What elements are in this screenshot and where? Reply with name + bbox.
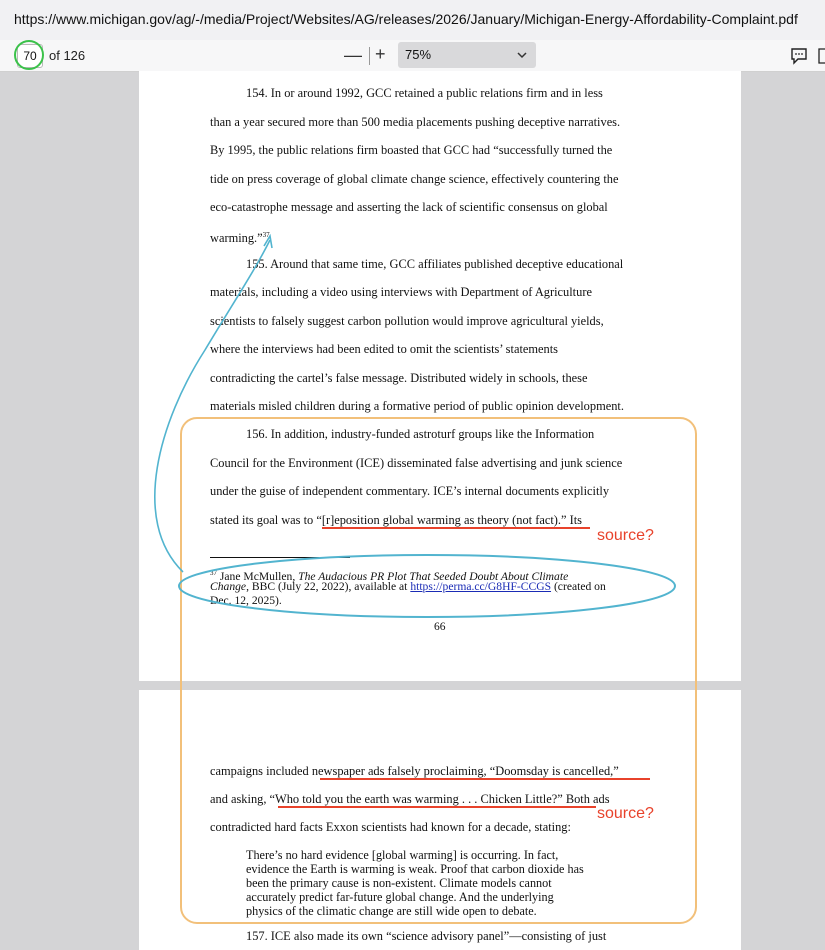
page-number-input[interactable]: 70	[17, 44, 43, 68]
footnote-created: (created on	[551, 580, 606, 593]
page2-line	[210, 791, 610, 807]
url-text[interactable]: https://www.michigan.gov/ag/-/media/Project/Websites/AG/releases/2026/January/Michigan-Energy-Affordability-Complaint.pdf	[14, 11, 798, 27]
zoom-in-button[interactable]: +	[375, 44, 386, 64]
footnote-marker: 37	[210, 569, 217, 577]
page2-line	[210, 763, 619, 779]
page-count: of 126	[49, 48, 86, 63]
footnote-divider	[210, 557, 350, 558]
page2-line: contradicted hard facts Exxon scientists had known for a decade, stating:	[210, 820, 571, 834]
line-text: ” Its	[560, 513, 582, 527]
footnote-link[interactable]: https://perma.cc/G8HF-CCGS	[410, 580, 552, 593]
paragraph-154-line: By 1995, the public relations firm boasted that GCC had “successfully turned the	[210, 143, 613, 157]
address-bar[interactable]	[0, 0, 825, 41]
paragraph-156-line: under the guise of independent commentary. ICE’s internal documents explicitly	[210, 484, 610, 498]
paragraph-157-line: 157. ICE also made its own “science advisory panel”—consisting of just	[246, 929, 607, 943]
paragraph-156-line: 156. In addition, industry-funded astroturf groups like the Information	[246, 427, 595, 441]
paragraph-155-line: where the interviews had been edited to omit the scientists’ statements	[210, 342, 558, 356]
zoom-select[interactable]	[398, 42, 536, 68]
paragraph-155-line: 155. Around that same time, GCC affiliates published deceptive educational	[246, 257, 624, 271]
quoted-claim: [r]eposition global warming as theory (not fact).	[321, 513, 561, 527]
paragraph-156-line: Council for the Environment (ICE) disseminated false advertising and junk science	[210, 456, 623, 470]
pdf-toolbar	[0, 40, 825, 72]
footnote-source: , BBC (July 22, 2022), available at	[246, 580, 411, 593]
quoted-claim: Who told you the earth was warming . . . Chicken Little?	[275, 792, 558, 806]
comment-icon[interactable]	[790, 47, 808, 65]
line-text: ” Both ads	[557, 792, 610, 806]
edit-icon[interactable]	[818, 47, 825, 65]
blockquote-line: accurately predict far-future global change. And the underlying	[246, 890, 554, 904]
source-annotation-label: source?	[597, 805, 654, 822]
zoom-out-button[interactable]: —	[344, 45, 362, 65]
footnote-title: The Audacious PR Plot That Seeded Doubt About Climate	[298, 570, 569, 583]
chevron-down-icon	[516, 49, 528, 61]
toolbar-divider	[369, 47, 370, 65]
line-text: campaigns included	[210, 764, 312, 778]
footnote-reference[interactable]: 37	[262, 231, 270, 239]
paragraph-154-line: 154. In or around 1992, GCC retained a public relations firm and in less	[246, 86, 603, 100]
zoom-value: 75%	[405, 47, 432, 62]
footnote-37-line: Dec. 12, 2025).	[210, 594, 282, 607]
blockquote-line: There’s no hard evidence [global warming] is occurring. In fact,	[246, 848, 559, 862]
paragraph-154-line: tide on press coverage of global climate change science, effectively countering the	[210, 172, 619, 186]
blockquote-line: physics of the climatic change are still wide open to debate.	[246, 904, 537, 918]
paragraph-155-line: scientists to falsely suggest carbon pollution would improve agricultural yields,	[210, 314, 604, 328]
line-text: stated its goal was to “	[210, 513, 322, 527]
source-annotation-label: source?	[597, 527, 654, 544]
paragraph-155-line: materials misled children during a formative period of public opinion development.	[210, 399, 624, 413]
paragraph-154-line	[210, 227, 270, 246]
footnote-title: Change	[210, 580, 247, 593]
blockquote-line: evidence the Earth is warming is weak. Proof that carbon dioxide has	[246, 862, 584, 876]
line-text: warming.”	[210, 231, 263, 245]
paragraph-155-line: contradicting the cartel’s false message. Distributed widely in schools, these	[210, 371, 588, 385]
paragraph-154-line: than a year secured more than 500 media placements pushing deceptive narratives.	[210, 115, 621, 129]
page-number-label: 66	[434, 621, 446, 633]
footnote-37-line	[210, 580, 606, 594]
paragraph-156-line	[210, 512, 582, 528]
paragraph-155-line: materials, including a video using interviews with Department of Agriculture	[210, 285, 592, 299]
blockquote-line: been the primary cause is non-existent. Climate models cannot	[246, 876, 552, 890]
footnote-author: Jane McMullen,	[217, 570, 299, 583]
paragraph-154-line: eco-catastrophe message and asserting the lack of scientific consensus on global	[210, 200, 608, 214]
line-text: and asking, “	[210, 792, 276, 806]
quoted-claim: newspaper ads falsely proclaiming, “Doomsday is cancelled,”	[311, 764, 619, 778]
